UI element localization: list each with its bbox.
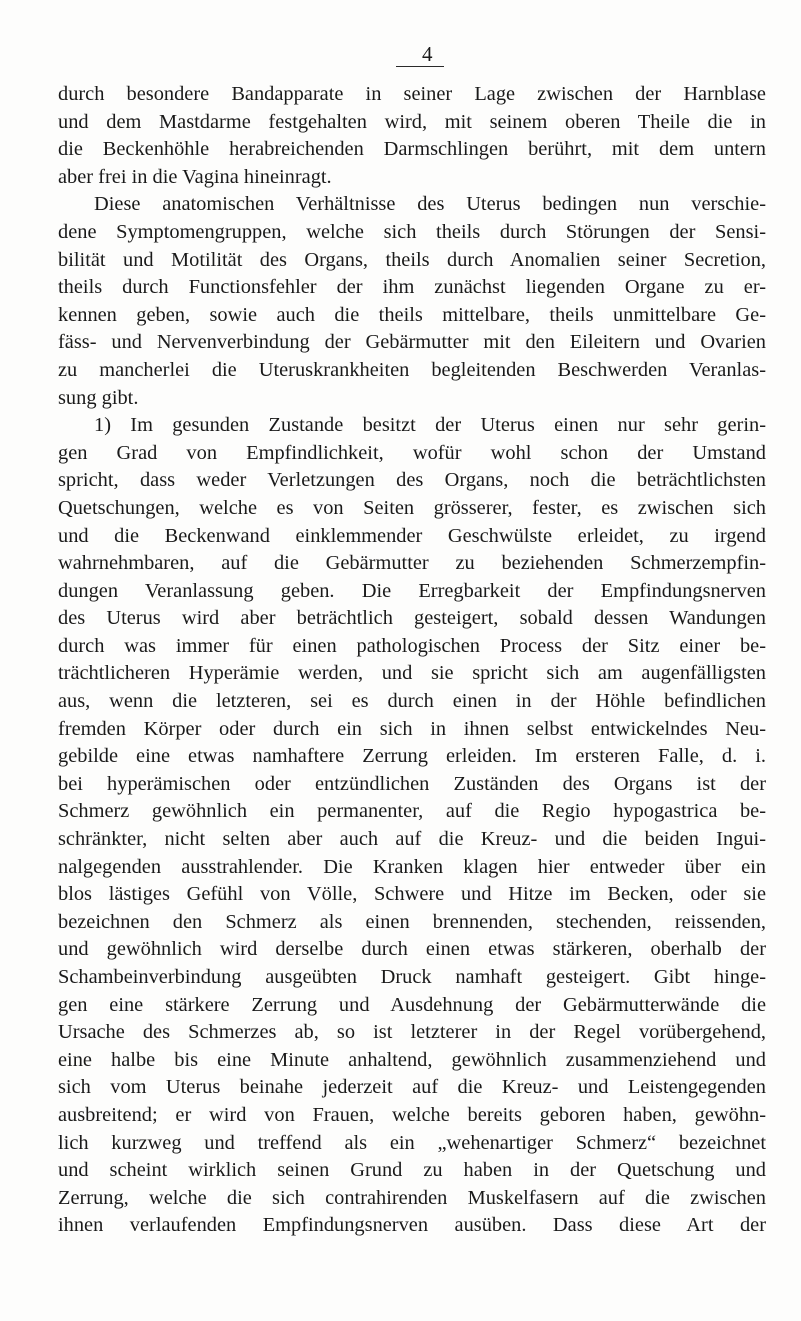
text-line: und die Beckenwand einklemmender Geschwülste erleidet, zu irgend — [58, 524, 766, 547]
text-line: wahrnehmbaren, auf die Gebärmutter zu beziehenden Schmerzempfin- — [58, 552, 766, 575]
body-text — [58, 81, 766, 1240]
text-line: sung gibt. — [58, 386, 139, 409]
text-line: Diese anatomischen Verhältnisse des Uterus bedingen nun verschie- — [94, 193, 766, 216]
text-line: gebilde eine etwas namhaftere Zerrung erleiden. Im ersteren Falle, d. i. — [58, 745, 766, 768]
text-line: trächtlicheren Hyperämie werden, und sie spricht sich am augenfälligsten — [58, 662, 766, 685]
text-line: eine halbe bis eine Minute anhaltend, gewöhnlich zusammenziehend und — [58, 1048, 766, 1071]
text-line: bei hyperämischen oder entzündlichen Zuständen des Organs ist der — [58, 772, 766, 795]
text-line: kennen geben, sowie auch die theils mittelbare, theils unmittelbare Ge- — [58, 303, 766, 326]
text-line: sich vom Uterus beinahe jederzeit auf die Kreuz- und Leistengegenden — [58, 1076, 766, 1099]
text-line: gen Grad von Empfindlichkeit, wofür wohl schon der Umstand — [58, 441, 766, 464]
text-line: Zerrung, welche die sich contrahirenden Muskelfasern auf die zwischen — [58, 1186, 766, 1209]
text-line: durch besondere Bandapparate in seiner Lage zwischen der Harnblase — [58, 83, 766, 105]
text-line: Ursache des Schmerzes ab, so ist letzterer in der Regel vorübergehend, — [58, 1021, 766, 1044]
text-line: Quetschungen, welche es von Seiten grösserer, fester, es zwischen sich — [58, 496, 766, 519]
text-line: und gewöhnlich wird derselbe durch einen etwas stärkeren, oberhalb der — [58, 938, 766, 961]
text-line: ausbreitend; er wird von Frauen, welche bereits geboren haben, gewöhn- — [58, 1103, 766, 1126]
text-line: aus, wenn die letzteren, sei es durch einen in der Höhle befindlichen — [58, 690, 766, 713]
text-line: schränkter, nicht selten aber auch auf die Kreuz- und die beiden Ingui- — [58, 828, 766, 851]
text-line: gen eine stärkere Zerrung und Ausdehnung der Gebärmutterwände die — [58, 993, 766, 1016]
text-line: Schmerz gewöhnlich ein permanenter, auf die Regio hypogastrica be- — [58, 800, 766, 823]
text-line: und scheint wirklich seinen Grund zu haben in der Quetschung und — [58, 1159, 766, 1182]
text-line: blos lästiges Gefühl von Völle, Schwere und Hitze im Becken, oder sie — [58, 883, 766, 906]
text-line: nalgegenden ausstrahlender. Die Kranken klagen hier entweder über ein — [58, 855, 766, 878]
text-line: bezeichnen den Schmerz als einen brennenden, stechenden, reissenden, — [58, 910, 766, 933]
text-line: und dem Mastdarme festgehalten wird, mit seinem oberen Theile die in — [58, 110, 766, 133]
text-line: aber frei in die Vagina hineinragt. — [58, 165, 332, 188]
text-line: Schambeinverbindung ausgeübten Druck namhaft gesteigert. Gibt hinge- — [58, 966, 766, 988]
text-line: zu mancherlei die Uteruskrankheiten begleitenden Beschwerden Veranlas- — [58, 358, 766, 381]
text-line: dungen Veranlassung geben. Die Erregbarkeit der Empfindungsnerven — [58, 579, 766, 602]
text-line: 1) Im gesunden Zustande besitzt der Uterus einen nur sehr gerin- — [94, 414, 766, 437]
text-line: durch was immer für einen pathologischen Process der Sitz einer be- — [58, 634, 766, 657]
text-line: fremden Körper oder durch ein sich in ihnen selbst entwickelndes Neu- — [58, 717, 766, 740]
text-line: spricht, dass weder Verletzungen des Organs, noch die beträchtlichsten — [58, 469, 766, 492]
text-line: lich kurzweg und treffend als ein „wehenartiger Schmerz“ bezeichnet — [58, 1131, 766, 1154]
page-number: 4 — [422, 42, 433, 66]
page-number-rule — [396, 66, 444, 67]
text-line: theils durch Functionsfehler der ihm zunächst liegenden Organe zu er- — [58, 276, 766, 299]
text-line: dene Symptomengruppen, welche sich theils durch Störungen der Sensi- — [58, 220, 766, 243]
text-line: bilität und Motilität des Organs, theils durch Anomalien seiner Secretion, — [58, 248, 766, 271]
text-line: fäss- und Nervenverbindung der Gebärmutter mit den Eileitern und Ovarien — [58, 331, 766, 354]
text-line: ihnen verlaufenden Empfindungsnerven ausüben. Dass diese Art der — [58, 1214, 766, 1237]
text-line: des Uterus wird aber beträchtlich gesteigert, sobald dessen Wandungen — [58, 607, 766, 630]
text-line: die Beckenhöhle herabreichenden Darmschlingen berührt, mit dem untern — [58, 138, 766, 161]
